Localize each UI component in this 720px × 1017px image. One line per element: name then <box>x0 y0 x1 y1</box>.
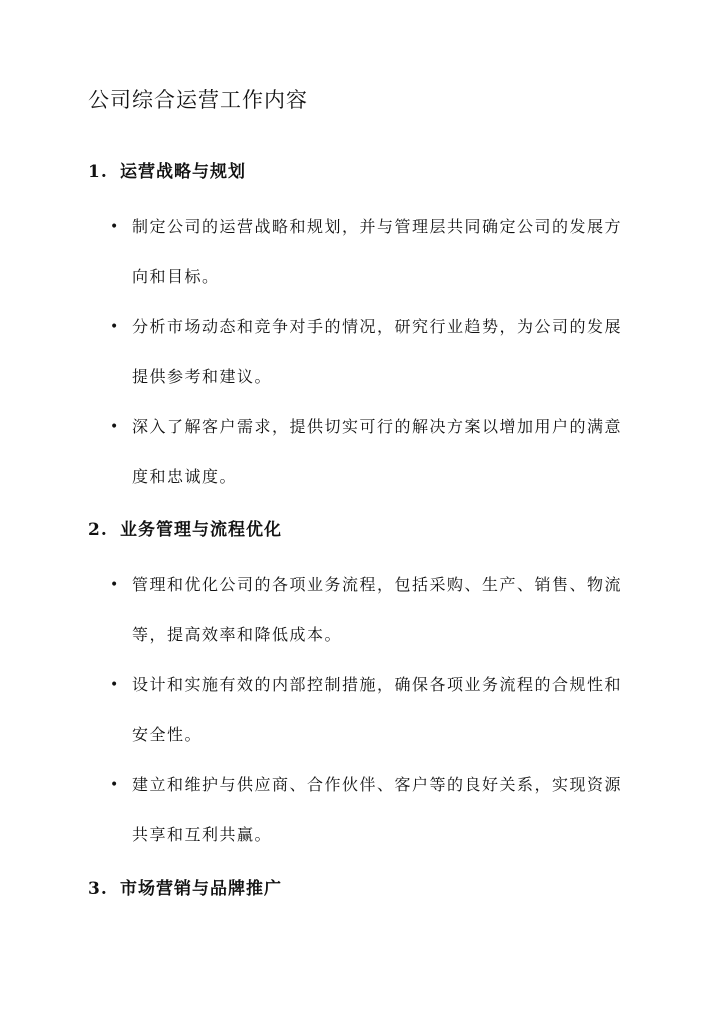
bullet-dot: • <box>110 577 120 593</box>
bullet-dot: • <box>110 677 120 693</box>
list-item <box>110 402 623 502</box>
list-item <box>110 660 623 760</box>
section-title: 运营战略与规划 <box>120 162 246 182</box>
list-item-text: 设计和实施有效的内部控制措施，确保各项业务流程的合规性和安全性。 <box>132 675 623 744</box>
bullet-dot: • <box>110 777 120 793</box>
section-heading-1 <box>88 157 246 182</box>
document-title: 公司综合运营工作内容 <box>88 88 308 112</box>
bullet-dot: • <box>110 419 120 435</box>
list-item-text: 制定公司的运营战略和规划，并与管理层共同确定公司的发展方向和目标。 <box>132 217 623 286</box>
list-item-text: 管理和优化公司的各项业务流程，包括采购、生产、销售、物流等，提高效率和降低成本。 <box>132 575 623 644</box>
list-item-text: 建立和维护与供应商、合作伙伴、客户等的良好关系，实现资源共享和互利共赢。 <box>132 775 623 844</box>
list-item <box>110 760 623 860</box>
section-heading-3 <box>88 874 282 899</box>
bullet-dot: • <box>110 319 120 335</box>
section-number: 1. <box>88 162 108 182</box>
section-heading-2 <box>88 515 282 540</box>
list-item-text: 深入了解客户需求，提供切实可行的解决方案以增加用户的满意度和忠诚度。 <box>132 417 623 486</box>
list-item-text: 分析市场动态和竞争对手的情况，研究行业趋势，为公司的发展提供参考和建议。 <box>132 317 623 386</box>
bullet-dot: • <box>110 219 120 235</box>
section-title: 市场营销与品牌推广 <box>120 879 282 899</box>
list-item <box>110 560 623 660</box>
section-number: 3. <box>88 879 108 899</box>
section-number: 2. <box>88 520 108 540</box>
section-title: 业务管理与流程优化 <box>120 520 282 540</box>
list-item <box>110 202 623 302</box>
list-item <box>110 302 623 402</box>
